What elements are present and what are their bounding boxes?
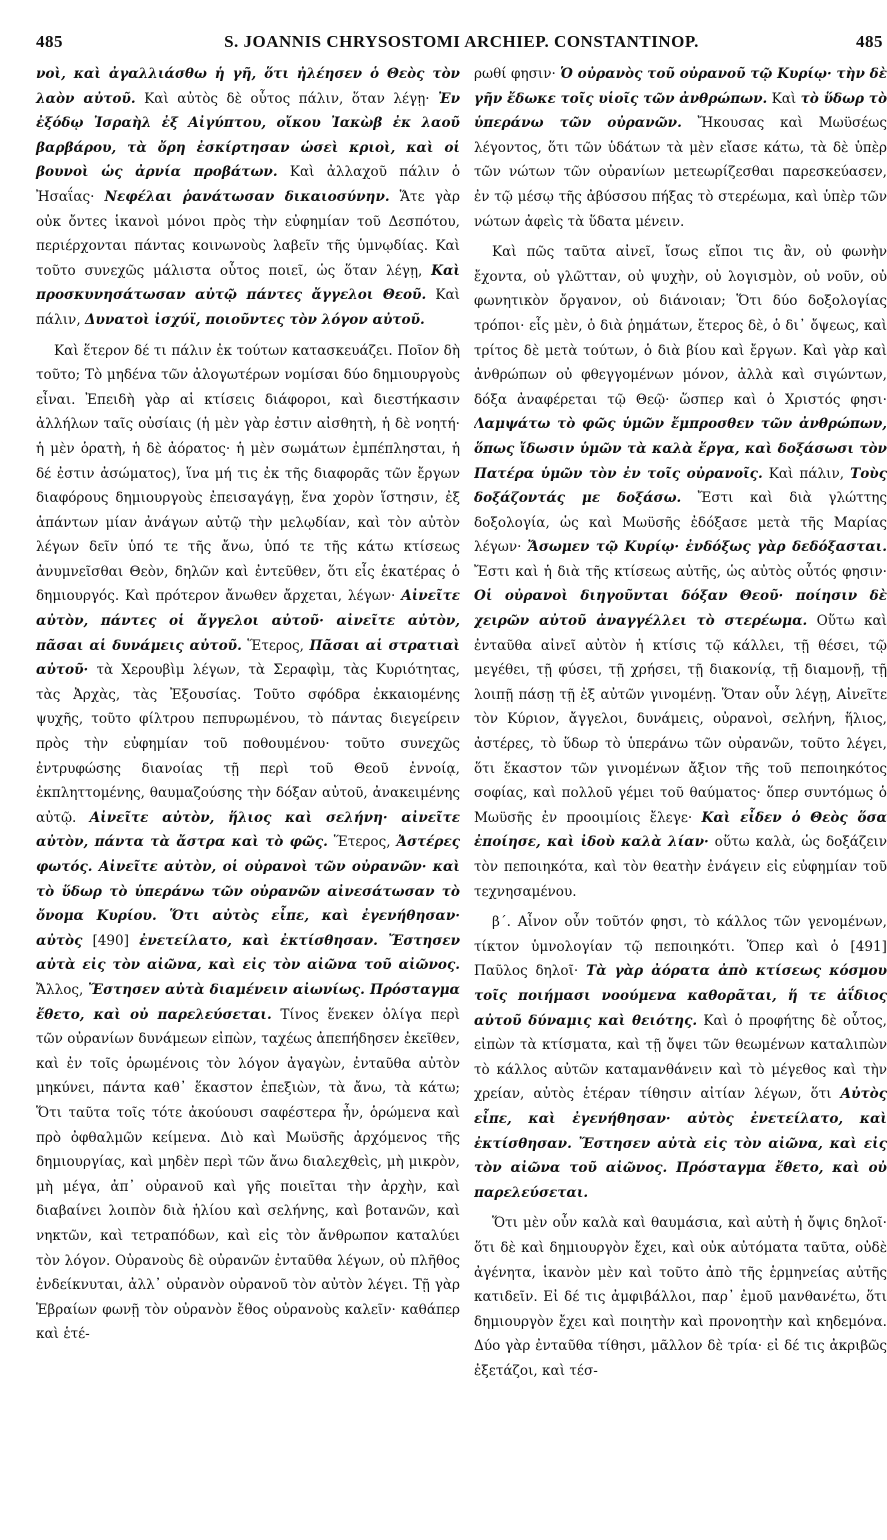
scripture-quote: Αἰνεῖτε αὐτὸν, πάντες οἱ ἄγγελοι αὐτοῦ· αἰνεῖτε αὐτὸν, πᾶσαι αἱ δυνάμεις αὐτοῦ.	[36, 588, 460, 654]
scripture-quote: Ἀστέρες φωτός. Αἰνεῖτε αὐτὸν, οἱ οὐρανοὶ τῶν οὐρανῶν· καὶ τὸ ὕδωρ τὸ ὑπεράνω τῶν οὐρανῶν αἰνεσάτωσαν τὸ ὄνομα Κυρίου. Ὅτι αὐτὸς εἶπε, καὶ ἐγενήθησαν· αὐτὸς	[36, 834, 460, 949]
scripture-quote: Αἰνεῖτε αὐτὸν, ἥλιος καὶ σελήνη· αἰνεῖτε αὐτὸν, πάντα τὰ ἄστρα καὶ τὸ φῶς.	[36, 809, 461, 851]
paragraph	[474, 1211, 887, 1383]
scripture-quote: Ἐν ἐξόδῳ Ἰσραὴλ ἐξ Αἰγύπτου, οἴκου Ἰακὼβ ἐκ λαοῦ βαρβάρου, τὰ ὄρη ἐσκίρτησαν ὡσεὶ κριοὶ, καὶ οἱ βουνοὶ ὡς ἀρνία προβάτων.	[36, 90, 460, 181]
scripture-quote: νοὶ, καὶ ἀγαλλιάσθω ἡ γῆ, ὅτι ἠλέησεν ὁ Θεὸς τὸν λαὸν αὐτοῦ.	[36, 66, 460, 107]
body-text: [490]	[82, 932, 140, 949]
body-text: Ἅτε γὰρ οὐκ ὄντες ἱκανοὶ μόνοι πρὸς τὴν εὐφημίαν τοῦ Δεσπότου, περιέρχονται πάντας κοινωνοὺς λαβεῖν τῆς ὑμνῳδίας. Καὶ τοῦτο συνεχῶς μάλιστα οὗτος ποιεῖ, ὡς ὅταν λέγῃ,	[36, 188, 460, 279]
page-number-left: 485	[36, 32, 63, 51]
scripture-quote: Τὰ γὰρ ἀόρατα ἀπὸ κτίσεως κόσμου τοῖς ποιήμασι νοούμενα καθορᾶται, ἥ τε ἀΐδιος αὐτοῦ δύναμις καὶ θειότης.	[474, 963, 887, 1029]
paragraph	[474, 240, 887, 904]
paragraph	[474, 910, 887, 1205]
scripture-quote: Καὶ προσκυνησάτωσαν αὐτῷ πάντες ἄγγελοι Θεοῦ.	[36, 262, 460, 304]
scripture-quote: Οἱ οὐρανοὶ διηγοῦνται δόξαν Θεοῦ· ποίησιν δὲ χειρῶν αὐτοῦ ἀναγγέλλει τὸ στερέωμα.	[474, 588, 887, 630]
running-title: S. JOANNIS CHRYSOSTOMI ARCHIEP. CONSTANTINOP.	[224, 32, 699, 51]
body-text: Ἔστι καὶ διὰ γλώττης δοξολογία, ὡς καὶ Μωϋσῆς ἐδόξασε μετὰ τῆς Μαρίας λέγων·	[474, 490, 887, 556]
running-header	[36, 32, 887, 56]
body-text: Ἔστι καὶ ἡ διὰ τῆς κτίσεως αὐτῆς, ὡς αὐτὸς οὗτός φησιν·	[474, 563, 887, 580]
body-text: Ὅτι μὲν οὖν καλὰ καὶ θαυμάσια, καὶ αὐτὴ ἡ ὄψις δηλοῖ· ὅτι δὲ καὶ δημιουργὸν ἔχει, καὶ οὐκ αὐτόματα ταῦτα, οὐδὲ ἀγένητα, ἱκανὸν μὲν καὶ τοῦτο ἀπὸ τῆς ἑρμηνείας αὐτῆς κατιδεῖν. Εἰ δέ τις ἀμφιβάλλοι, παρ᾽ ἐμοῦ μανθανέτω, ὅτι δημιουργὸν ἔχει καὶ ποιητὴν καὶ προνοητὴν καὶ κηδεμόνα. Δύο γὰρ ἐνταῦθα τίθησι, μᾶλλον δὲ τρία· εἰ δέ τις ἀκριβῶς ἐξετάζοι, καὶ τέσ-	[474, 1215, 887, 1379]
body-text: Ἤκουσας καὶ Μωϋσέως λέγοντος, ὅτι τῶν ὑδάτων τὰ μὲν εἴασε κάτω, τὰ δὲ ὑπὲρ τῶν νώτων τῶν οὐρανίων μετεωρίζεσθαι παρεσκεύασεν, ἐν τῷ μέσῳ τῆς ἀβύσσου πήξας τὸ στερέωμα, καὶ ὑπὲρ τῶν νώτων ἀφεὶς τὰ ὕδατα μένειν.	[474, 115, 887, 230]
body-text: Καὶ αὐτὸς δὲ οὗτος πάλιν, ὅταν λέγῃ·	[135, 90, 439, 107]
body-text: Ἄλλος,	[36, 981, 89, 998]
scripture-quote: Νεφέλαι ῥανάτωσαν δικαιοσύνην.	[104, 188, 390, 205]
body-text: Καὶ ἀλλαχοῦ πάλιν ὁ Ἠσαΐας·	[36, 164, 461, 205]
scripture-quote: Ἄσωμεν τῷ Κυρίῳ· ἐνδόξως γὰρ δεδόξασται.	[527, 539, 887, 556]
body-text: τὰ Χερουβὶμ λέγων, τὰ Σεραφὶμ, τὰς Κυριότητας, τὰς Ἀρχὰς, τὰς Ἐξουσίας. Τοῦτο σφόδρα ἐκκαιομένης ψυχῆς, τοῦτο φίλτρου πεπυρωμένου, τὸ πάντας διεγείρειν πρὸς τὴν εὐφημίαν τοῦ ποθουμένου· τοῦτο συνεχῶς ἐντρυφώσης διανοίας τῇ περὶ τοῦ Θεοῦ ἐννοίᾳ, ἐκπληττομένης, θαυμαζούσης τὴν δόξαν αὐτοῦ, ἀνακειμένης αὐτῷ.	[36, 662, 460, 826]
scripture-quote: Αὐτὸς εἶπε, καὶ ἐγενήθησαν· αὐτὸς ἐνετείλατο, καὶ ἐκτίσθησαν. Ἔστησεν αὐτὰ εἰς τὸν αἰῶνα, καὶ εἰς τὸν αἰῶνα τοῦ αἰῶνος. Πρόσταγμα ἔθετο, καὶ οὐ παρελεύσεται.	[474, 1086, 887, 1201]
paragraph	[36, 339, 460, 1347]
body-text: Καὶ	[767, 90, 801, 107]
scripture-quote: Λαμψάτω τὸ φῶς ὑμῶν ἔμπροσθεν τῶν ἀνθρώπων, ὅπως ἴδωσιν ὑμῶν τὰ καλὰ ἔργα, καὶ δοξάσωσι τὸν Πατέρα ὑμῶν τὸν ἐν τοῖς οὐρανοῖς.	[474, 416, 887, 482]
scripture-quote: Καὶ εἶδεν ὁ Θεὸς ὅσα ἐποίησε, καὶ ἰδοὺ καλὰ λίαν·	[474, 809, 887, 851]
paragraph	[36, 62, 460, 333]
scripture-quote: Τοὺς δοξάζοντάς με δοξάσω.	[474, 465, 887, 507]
body-text: Καὶ πάλιν,	[762, 465, 851, 482]
body-text: Καὶ ἕτερον δέ τι πάλιν ἐκ τούτων κατασκευάζει. Ποῖον δὴ τοῦτο; Τὸ μηδένα τῶν ἀλογωτέρων νομίσαι δύο δημιουργοὺς εἶναι. Ἐπειδὴ γὰρ αἱ κτίσεις διάφοροι, καὶ διεστήκασιν ἀλλήλων ταῖς οὐσίαις (ἡ μὲν γὰρ ἐστιν αἰσθητὴ, ἡ δὲ νοητή· ἡ μὲν ὁρατὴ, ἡ δὲ ἀόρατος· ἡ μὲν σωμάτων ἐμπέπλησται, ἡ δέ ἐστιν ἀσώματος), ἵνα μή τις ἐκ τῆς διαφορᾶς τῶν ἔργων διαφόρους δημιουργοὺς ἐπεισαγάγῃ, ἕνα χορὸν ἵστησιν, ἐξ ἁπάντων μίαν ἀνάγων αὐτῷ τὴν μελῳδίαν, καὶ τὸν αὐτὸν λέγων δεῖν ὑπό τε τῆς ἄνω, ὑπό τε τῆς κάτω κτίσεως ἀνυμνεῖσθαι Θεὸν, δηλῶν καὶ ἐντεῦθεν, ὅτι εἷς ἑκατέρας ὁ δημιουργός. Καὶ πρότερον ἄνωθεν ἄρχεται, λέγων·	[36, 342, 460, 605]
scripture-quote: Ὁ οὐρανὸς τοῦ οὐρανοῦ τῷ Κυρίῳ· τὴν δὲ γῆν ἔδωκε τοῖς υἱοῖς τῶν ἀνθρώπων.	[474, 66, 887, 107]
scripture-quote: τὸ ὕδωρ τὸ ὑπεράνω τῶν οὐρανῶν.	[474, 90, 887, 132]
body-text: Τίνος ἕνεκεν ὀλίγα περὶ τῶν οὐρανίων δυνάμεων εἰπὼν, ταχέως ἀπεπήδησεν ἐκεῖθεν, καὶ ἐν τοῖς ὁρωμένοις τὸν λόγον ἀγαγὼν, ἐνταῦθα αὐτὸν μηκύνει, πάντα καθ᾽ ἕκαστον ἐπεξιὼν, τὰ ἄνω, τὰ κάτω; Ὅτι ταῦτα τοῖς τότε ἀκούουσι σαφέστερα ἦν, ὁρώμενα καὶ πρὸ ὀφθαλμῶν κείμενα. Διὸ καὶ Μωϋσῆς ἀρχόμενος τῆς δημιουργίας, καὶ μηδὲν περὶ τῶν ἄνω διαλεχθεὶς, μὴ μικρὸν, μὴ μέγα, ἀπ᾽ οὐρανοῦ καὶ γῆς ποιεῖται τὴν ἀρχὴν, καὶ διαβαίνει λοιπὸν διὰ ἡλίου καὶ σελήνης, καὶ βοτανῶν, καὶ νηκτῶν, καὶ τετραπόδων, καὶ εἰς τὸν ἄνθρωπον καταλύει τὸν λόγον. Οὐρανοὺς δὲ οὐρανῶν ἐνταῦθα λέγων, οὐ πλῆθος ἐνδείκνυται, ἀλλ᾽ οὐρανὸν οὐρανοῦ τὸν αὐτὸν λέγει. Τῇ γὰρ Ἑβραίων φωνῇ τὸν οὐρανὸν ἔθος οὐρανοὺς καλεῖν· καθάπερ καὶ ἑτέ-	[36, 1006, 460, 1343]
left-column	[36, 62, 460, 1347]
scripture-quote: Ἔστησεν αὐτὰ διαμένειν αἰωνίως. Πρόσταγμα ἔθετο, καὶ οὐ παρελεύσεται.	[36, 981, 460, 1023]
right-column	[474, 62, 887, 1383]
body-text: Οὕτω καὶ ἐνταῦθα αἰνεῖ αὐτὸν ἡ κτίσις τῷ κάλλει, τῇ θέσει, τῷ μεγέθει, τῇ φύσει, τῇ χρήσει, τῇ διακονίᾳ, τῇ διαμονῇ, τῇ λοιπῇ πάσῃ τῇ ἐξ αὐτῶν γινομένῃ. Ὅταν οὖν λέγῃ, Αἰνεῖτε τὸν Κύριον, ἄγγελοι, δυνάμεις, οὐρανοὶ, σελήνη, ἥλιος, ἀστέρες, τὸ ὕδωρ τὸ ὑπεράνω τῶν οὐρανῶν, τοῦτο λέγει, ὅτι ἕκαστον τῶν γινομένων ἄξιον τῆς τοῦ πεποιηκότος σοφίας, καὶ πολλοῦ γέμει τοῦ θαύματος· ὅπερ συντόμως ὁ Μωϋσῆς ἐν προοιμίοις ἔλεγε·	[474, 613, 887, 826]
body-text: β΄. Αἶνον οὖν τοῦτόν φησι, τὸ κάλλος τῶν γενομένων, τίκτον ὑμνολογίαν τῷ πεποιηκότι. Ὅπερ καὶ ὁ [491] Παῦλος δηλοῖ·	[474, 914, 887, 980]
body-text: ρωθί φησιν·	[474, 66, 561, 82]
page-number-right: 485	[856, 32, 883, 51]
scripture-quote: Πᾶσαι αἱ στρατιαὶ αὐτοῦ·	[36, 637, 460, 679]
scripture-quote: ἐνετείλατο, καὶ ἐκτίσθησαν. Ἔστησεν αὐτὰ εἰς τὸν αἰῶνα, καὶ εἰς τὸν αἰῶνα τοῦ αἰῶνος.	[36, 932, 460, 974]
body-text: οὕτω καλὰ, ὡς δοξάζειν τὸν πεποιηκότα, καὶ τὸν θεατὴν ἐνάγειν εἰς εὐφημίαν τοῦ τεχνησαμένου.	[474, 834, 887, 900]
body-text: Καὶ ὁ προφήτης δὲ οὗτος, εἰπὼν τὰ κτίσματα, καὶ τῇ ὄψει τῶν θεωμένων καταλιπὼν τὸ κάλλος αὐτῶν καταμανθάνειν καὶ τὸ μέγεθος καὶ τὴν χρείαν, αὐτὸς ἑτέραν τίθησιν αἰτίαν λέγων, ὅτι	[474, 1012, 887, 1103]
body-text: Καὶ πῶς ταῦτα αἰνεῖ, ἴσως εἴποι τις ἂν, οὐ φωνὴν ἔχοντα, οὐ γλῶτταν, οὐ ψυχὴν, οὐ λογισμὸν, οὐ νοῦν, οὐ φωνητικὸν ὄργανον, οὐ διάνοιαν; Ὅτι δύο δοξολογίας τρόποι· εἷς μὲν, ὁ διὰ ῥημάτων, ἕτερος δὲ, ὁ δι᾽ ὄψεως, καὶ τρίτος δὲ μετὰ τούτων, ὁ διὰ βίου καὶ ἔργων. Καὶ γὰρ καὶ ἀνθρώπων οὐ φθεγγομένων μόνον, ἀλλὰ καὶ σιγώντων, δόξα ἀναφέρεται τῷ Θεῷ· ὥσπερ καὶ ὁ Χριστός φησι·	[474, 244, 887, 408]
scripture-quote: Δυνατοὶ ἰσχύϊ, ποιοῦντες τὸν λόγον αὐτοῦ.	[84, 311, 425, 328]
body-text: Καὶ πάλιν,	[36, 287, 460, 328]
paragraph	[474, 62, 887, 234]
body-text: Ἕτερος,	[327, 834, 397, 851]
body-text: Ἕτερος,	[241, 637, 310, 654]
